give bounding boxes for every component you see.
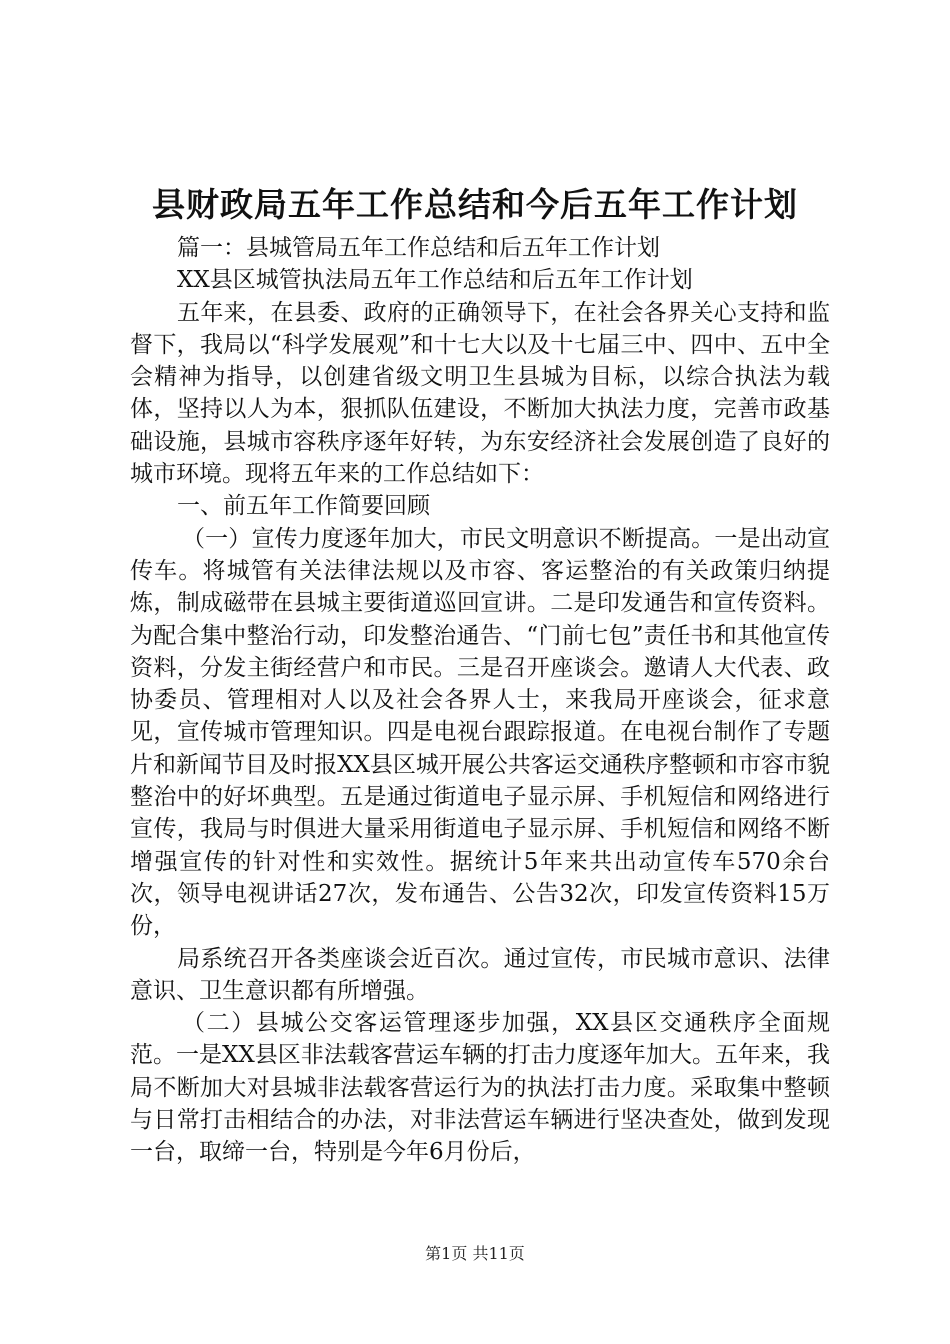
paragraph-intro: 五年来，在县委、政府的正确领导下，在社会各界关心支持和监督下，我局以“科学发展观”和十七大以及十七届三中、四中、五中全会精神为指导，以创建省级文明卫生县城为目标，以综合执法为载体，坚持以人为本，狠抓队伍建设，不断加大执法力度，完善市政基础设施，县城市容秩序逐年好转，为东安经济社会发展创造了良好的城市环境。现将五年来的工作总结如下： bbox=[130, 299, 830, 488]
document-title: 县财政局五年工作总结和今后五年工作计划 bbox=[152, 185, 798, 224]
document-body bbox=[130, 232, 830, 1169]
section-heading-review: 一、前五年工作简要回顾 bbox=[177, 493, 430, 520]
paragraph-publicity: （一）宣传力度逐年加大，市民文明意识不断提高。一是出动宣传车。将城管有关法律法规以及市容、客运整治的有关政策归纳提炼，制成磁带在县城主要街道巡回宣讲。二是印发通告和宣传资料。为配合集中整治行动，印发整治通告、“门前七包”责任书和其他宣传资料，分发主街经营户和市民。三是召开座谈会。邀请人大代表、政协委员、管理相对人以及社会各界人士，来我局开座谈会，征求意见，宣传城市管理知识。四是电视台跟踪报道。在电视台制作了专题片和新闻节目及时报XX县区城开展公共客运交通秩序整顿和市容市貌整治中的好坏典型。五是通过街道电子显示屏、手机短信和网络进行宣传，我局与时俱进大量采用街道电子显示屏、手机短信和网络不断增强宣传的针对性和实效性。据统计5年来共出动宣传车570余台次，领导电视讲话27次，发布通告、公告32次，印发宣传资料15万份， bbox=[130, 525, 830, 940]
paragraph-transport: （二）县城公交客运管理逐步加强，XX县区交通秩序全面规范。一是XX县区非法载客营运车辆的打击力度逐年加大。五年来，我局不断加大对县城非法载客营运行为的执法打击力度。采取集中整顿与日常打击相结合的办法，对非法营运车辆进行坚决查处，做到发现一台，取缔一台，特别是今年6月份后， bbox=[130, 1010, 830, 1166]
subtitle-bureau-report: XX县区城管执法局五年工作总结和后五年工作计划 bbox=[177, 267, 693, 294]
subtitle-article-one: 篇一：县城管局五年工作总结和后五年工作计划 bbox=[177, 235, 660, 261]
paragraph-meetings: 局系统召开各类座谈会近百次。通过宣传，市民城市意识、法律意识、卫生意识都有所增强。 bbox=[130, 945, 830, 1004]
page-footer: 第1页 共11页 bbox=[425, 1244, 525, 1263]
